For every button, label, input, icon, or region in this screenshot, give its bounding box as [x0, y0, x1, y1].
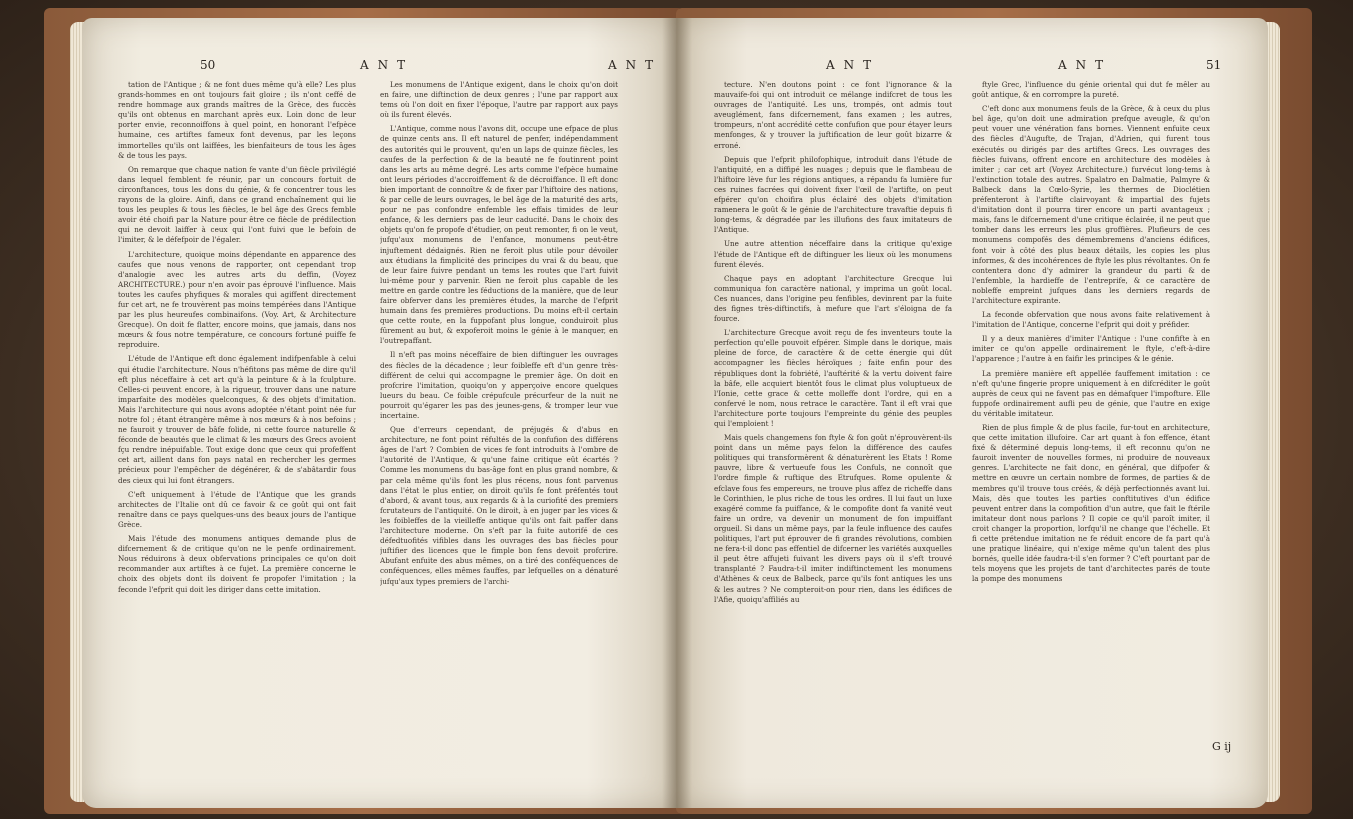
paragraph: ftyle Grec, l'influence du génie oriental qui dut fe mêler au goût antique, & en corrompre la pureté.	[972, 80, 1210, 100]
paragraph: C'eft uniquement à l'étude de l'Antique que les grands architectes de l'Italie ont dû ce favoir & ce goût qui ont fait renaître dans ce pays quelques-uns des beaux jours de l'antique Grèce.	[118, 489, 356, 529]
left-page-header	[200, 58, 676, 74]
right-page	[676, 18, 1268, 808]
paragraph: Mais quels changemens fon ftyle & fon goût n'éprouvèrent-ils point dans un même pays felon la différence des caufes politiques qui transformèrent & dénaturèrent les Etats ! Rome pauvre, libre & vertueufe fous les Confuls, ne connoît que l'ordre fimple & ruftique des Etrufques. Rome opulente & efclave fous fes empereurs, ne trouve plus affez de richeffe dans le Corinthien, le plus riche de tous les ordres. Il lui faut un luxe exagéré comme fa puiffance, & le compofite dont fa vanité veut faire un ordre, va devenir un monument de fon impuiffant orgueil. Si dans un même pays, par la feule influence des caufes politiques, l'art put éprouver de fi grandes révolutions, combien ne fera-t-il donc pas effentiel de difcerner les variétés auxquelles il peut être affujeti fuivant les divers pays où il s'eft trouvé transplanté ? Faudra-t-il imiter indiftinctement les monumens d'Athènes & ceux de Balbeck, parce qu'ils font antiques les uns & les autres ? Ne compteroit-on pour rien, dans les édifices de l'Afie, quoiqu'affiliés au	[714, 433, 952, 604]
text-column-4	[972, 80, 1210, 720]
running-head: ANT	[360, 58, 415, 72]
paragraph: L'architecture Grecque avoit reçu de fes inventeurs toute la perfection qu'elle pouvoit efpérer. Simple dans le dorique, mais pleine de force, de caractère & de cette énergie qui dût accompagner les fiècles héroïques ; faite enfin pour des républiques dont la fobriété, l'auftérité & la vertu doivent faire la bâfe, elle acquiert bientôt fous le climat plus voluptueux de l'Ionie, cette grace & cette molleffe dont l'ordre, qui en a confervé le nom, nous retrace le caractère. Tant il eft vrai que l'architecture porte toujours l'empreinte du génie des peuples qui l'emploient !	[714, 328, 952, 428]
paragraph: Une autre attention néceffaire dans la critique qu'exige l'étude de l'Antique eft de diftinguer les lieux où les monumens furent élevés.	[714, 239, 952, 269]
signature-mark: G ij	[1212, 740, 1232, 753]
paragraph: L'Antique, comme nous l'avons dit, occupe une efpace de plus de quinze cents ans. Il eft naturel de penfer, indépendamment des autorités qui le prouvent, qu'en un laps de quinze fiècles, les caufes de la perfection & de la beauté ne fe foutinrent point dans les arts au même degré. Les arts comme l'efpèce humaine ont leurs périodes d'accroiffement & de décroiffance. Il eft donc bien important de connoître & de fixer par l'hiftoire des nations, & par celle de leurs ouvrages, le bel âge de la maturité des arts, pour ne pas confondre enfemble les effais timides de leur enfance, & les derniers pas de leur caducité. Dans le choix des objets qu'on fe propofe d'étudier, on peut remonter, fi on le veut, jufqu'aux monumens de l'enfance, monumens peut-être injuftement dédaignés. Rien ne feroit plus utile pour dévoiler aux étudians la fimplicité des principes du vrai & du beau, que de leur faire fuivre pendant un tems les routes que l'art fuivit lui-même pour y parvenir. Rien ne feroit plus capable de les mettre en garde contre les féductions de la manière, que de leur faire obferver dans les premières études, la marche de l'efprit humain dans fes premières productions. Du moins eft-il certain que cette route, en la fuppofant plus longue, conduiroit plus fûrement au but, & expoferoit moins le génie à le manquer, en l'outrepaffant.	[380, 124, 618, 346]
paragraph: Il y a deux manières d'imiter l'Antique : l'une confifte à en imiter ce qu'on appelle ordinairement le ftyle, c'eft-à-dire l'apparence ; l'autre à en faifir les principes & le génie.	[972, 334, 1210, 364]
paragraph: Les monumens de l'Antique exigent, dans le choix qu'on doit en faire, une diftinction de deux genres ; l'une par rapport aux tems où l'on doit en fixer l'époque, l'autre par rapport aux pays où ils furent élevés.	[380, 80, 618, 120]
right-page-header	[796, 58, 1246, 74]
paragraph: Que d'erreurs cependant, de préjugés & d'abus en architecture, ne font point réfultés de la confufion des différens âges de l'art ? Combien de vices fe font introduits à l'ombre de l'autorité de l'Antique, & qu'une faine critique eût écartés ? Comme les monumens du bas-âge font en plus grand nombre, & par cela même qu'ils font les plus récens, nous font parvenus dans l'état le plus entier, on diroit qu'ils fe font préfentés tout d'abord, & avant tous, aux regards & à la curiofité des premiers fcrutateurs de l'antiquité. On le diroit, à en juger par les vices & les foibleffes de la vieilleffe antique qu'ils ont fait paffer dans l'architecture moderne. On s'eft par la fuite autorifé de ces défedtuofités vifibles dans les ouvrages des bas fiècles pour juftifier des licences que le fimple bon fens devoit profcrire. Abufant enfuite des abus mêmes, on a tiré des conféquences de conféquences, elles mêmes fauffes, par lefquelles on a dénaturé jufqu'aux types premiers de l'archi-	[380, 425, 618, 586]
left-page	[82, 18, 676, 808]
book-gutter	[662, 18, 692, 808]
text-column-2	[380, 80, 618, 720]
page-number-left: 50	[200, 58, 216, 72]
paragraph: On remarque que chaque nation fe vante d'un fiècle privilégié dans lequel femblent fe réunir, par un concours fortuit de circonftances, tous les dons du génie, & fe concentrer tous les rayons de la gloire. Ainfi, dans ce grand enchaînement qui lie tous les peuples & tous les fiècles, le bel âge des Grecs femble avoir été choifi par la Nature pour être ce fiècle de prédilection qui ne devoit laiffer à ceux qui l'ont fuivi que le befoin de l'imiter, & le défefpoir de l'égaler.	[118, 164, 356, 245]
paragraph: Rien de plus fimple & de plus facile, fur-tout en architecture, que cette imitation illufoire. Car art quant à fon effence, étant fixé & déterminé depuis long-tems, il eft reconnu qu'on ne fauroit inventer de nouvelles formes, ni produire de nouveaux genres. L'architecte ne fait donc, en général, que difpofer & mettre en œuvre un certain nombre de formes, de parties & de membres qu'il trouve tous créés, & déjà perfectionnés avant lui. Mais, dès que toutes les parties conftitutives d'un édifice peuvent entrer dans la compofition d'un autre, que fait le ftérile imitateur dont nous parlons ? Il copie ce qu'il paroît imiter, il croit changer la proportion, lorfqu'il ne change que l'échelle. Et fi cette prétendue imitation ne fe réduit encore de fa part qu'à une pratique linéaire, qui n'exige même qu'un talent des plus bornés, quelle idée faudra-t-il s'en former ? C'eft pourtant par de tels moyens que les projets de tant d'architectes parés de toute la pompe des monumens	[972, 423, 1210, 584]
paragraph: Mais l'étude des monumens antiques demande plus de difcernement & de critique qu'on ne le penfe ordinairement. Nous réduirons à deux obfervations principales ce qu'on doit recommander aux artiftes à ce fujet. La première concerne le choix des objets dont ils doivent fe propofer l'imitation ; la feconde l'efprit qui doit les diriger dans cette imitation.	[118, 534, 356, 594]
paragraph: Depuis que l'efprit philofophique, introduit dans l'étude de l'antiquité, en a diffipé les nuages ; depuis que le flambeau de l'hiftoire lève fur les régions antiques, a répandu fa lumière fur ces ruines facrées qui doivent fixer l'œil de l'artifte, on peut efpérer qu'on choifira plus éclairé des objets d'imitation ramenera le goût & le génie de l'architecture travaftie depuis fi long-tems, & dégradée par les illufions des faux imitateurs de l'Antique.	[714, 154, 952, 235]
paragraph: C'eft donc aux monumens feuls de la Grèce, & à ceux du plus bel âge, qu'on doit une admiration prefque aveugle, & qu'on peut vouer une vénération fans bornes. Viennent enfuite ceux des fiècles d'Augufte, de Trajan, d'Adrien, qui furent tous exécutés ou dirigés par des artiftes Grecs. Les ouvrages des fiècles fuivans, offrent encore en architecture des modèles à imiter ; car cet art (Voyez Architecture.) furvécut long-tems à l'extinction totale des autres. Spalatro en Dalmatie, Palmyre & Balbeck dans la Cœlo-Syrie, les thermes de Dioclétien préfenteront à l'artifte clairvoyant & impartial des fujets d'imitation dont il pourra tirer encore un parti avantageux ; mais, fans le difcernement d'une critique éclairée, il ne peut que tomber dans les erreurs les plus groffières. Plufieurs de ces monumens compofés des démembremens d'anciens édifices, font voir à côté des plus beaux détails, les copies les plus informes, & des incohérences de ftyle les plus révoltantes. On fe contentera donc d'y admirer la grandeur du parti & de l'enfemble, la hardieffe de l'entreprife, & ce caractère de nobleffe empreint jufques dans les derniers regards de l'architecture expirante.	[972, 104, 1210, 305]
page-number-right: 51	[1206, 58, 1222, 72]
paragraph: tecture. N'en doutons point : ce font l'ignorance & la mauvaife-foi qui ont introduit ce mélange indifcret de tous les ouvrages de l'antiquité. Les uns, trompés, ont admis tout aveuglément, fans difcernement, fans examen ; les autres, trompeurs, n'ont accrédité cette confufion que pour étayer leurs menfonges, & y trouver la juftification de leur goût bizarre & erroné.	[714, 80, 952, 150]
paragraph: L'architecture, quoique moins dépendante en apparence des caufes que nous venons de rapporter, ont cependant trop d'analogie avec les autres arts du deffin, (Voyez ARCHITECTURE.) pour n'en avoir pas éprouvé l'influence. Mais toutes les caufes phyfiques & morales qui agiffent directement fur cet art, ne fe trouvèrent pas moins tempérées dans l'Antique par les plus heureufes combinaifons. (Voy. Art, & Architecture Grecque). On doit fe flatter, encore moins, que jamais, dans nos mœurs & fous notre température, ce concours fortuné puiffe fe reproduire.	[118, 249, 356, 350]
paragraph: La première manière eft appellée fauffement imitation : ce n'eft qu'une fingerie propre uniquement à en difcréditer le goût auprès de ceux qui ne favent pas en démafquer l'impofture. Elle fuppofe ordinairement aufli peu de génie, que l'autre en exige du véritable imitateur.	[972, 368, 1210, 418]
running-head: ANT	[826, 58, 881, 72]
paragraph: Chaque pays en adoptant l'architecture Grecque lui communiqua fon caractère national, y imprima un goût local. Ces nuances, dans l'origine peu fenfibles, devinrent par la fuite des fignes très-diftinctifs, à mefure que l'art s'éloigna de fa fource.	[714, 273, 952, 324]
text-column-1	[118, 80, 356, 720]
running-head: ANT	[608, 58, 663, 72]
paragraph: tation de l'Antique ; & ne font dues même qu'à elle? Les plus grands-hommes en ont toujours fait gloire ; ils n'ont ceffé de rendre hommage aux grands maîtres de la Grèce, des fuccès qu'ils ont obtenus en marchant après eux. Loin donc de leur porter envie, reconnoiffons à quel point, en honorant l'efpèce humaine, ces artiftes fameux font devenus, par les leçons immortelles qu'ils ont laiffées, les bienfaiteurs de tous les âges & de tous les pays.	[118, 80, 356, 160]
paragraph: Il n'eft pas moins néceffaire de bien diftinguer les ouvrages des fiècles de la décadence ; leur foibleffe eft d'un genre très-différent de celui qui accompagne le premier âge. On doit en profcrire l'imitation, quoiqu'on y apperçoive encore quelques lueurs du beau. Ce foible crépufcule précurfeur de la nuit ne pourroit qu'égarer les pas des jeunes-gens, & tromper leur vue incertaine.	[380, 350, 618, 420]
page-edges-right	[1266, 22, 1280, 802]
paragraph: La feconde obfervation que nous avons faite relativement à l'imitation de l'Antique, concerne l'efprit qui doit y préfider.	[972, 310, 1210, 330]
paragraph: L'étude de l'Antique eft donc également indifpenfable à celui qui étudie l'architecture. Nous n'héfitons pas même de dire qu'il eft plus néceffaire à cet art qu'à la peinture & à la fculpture. Celles-ci peuvent encore, à la rigueur, trouver dans une nature imparfaite des modèles quelconques, & des objets d'imitation. Mais l'architecture qui nous avons adoptée n'étant point née fur notre fol ; étant étrangère même à nos mœurs & à nos befoins ; ne fauroit y trouver de bâfe folide, ni cette fource naturelle & féconde de beautés que le climat & les mœurs des Grecs avoient fçu rendre inépuifable. Tout exige donc que ceux qui profeffent cet art, aillent dans fon pays natal en rechercher les germes précieux pour l'empêcher de dégénérer, & de s'abâtardir fous des cieux qui lui font étrangers.	[118, 354, 356, 485]
running-head: ANT	[1058, 58, 1113, 72]
text-column-3	[714, 80, 952, 720]
